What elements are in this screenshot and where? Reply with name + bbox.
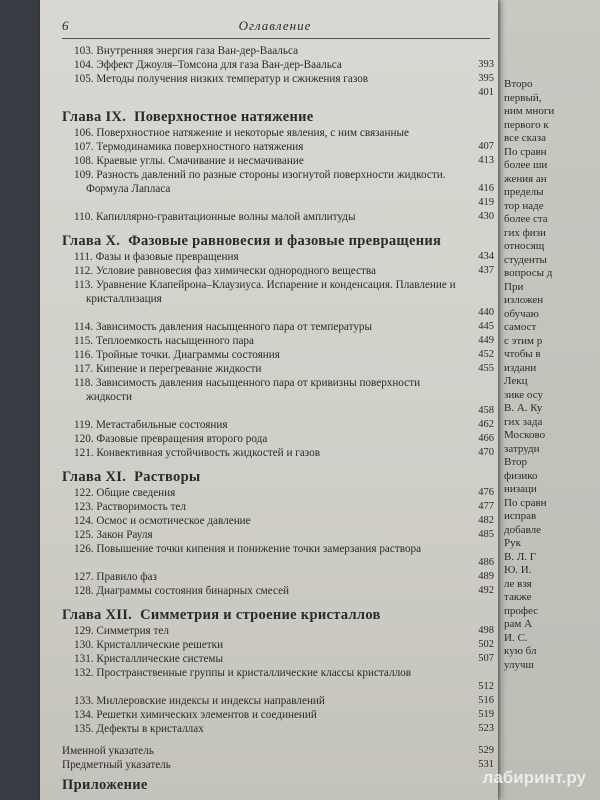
- toc-entry-page: 434: [478, 251, 494, 262]
- toc-entry-title: 132. Пространственные группы и кристаллические классы кристаллов: [74, 667, 412, 679]
- toc-entry[interactable]: [62, 362, 494, 376]
- toc-entry-title: 117. Кипение и перегревание жидкости: [74, 363, 262, 375]
- chapter-title: Симметрия и строение кристаллов: [140, 607, 381, 623]
- facing-page-line: самост: [504, 321, 537, 333]
- toc-entry[interactable]: [62, 126, 494, 140]
- facing-page-line: изложен: [504, 294, 544, 306]
- toc-entry[interactable]: [62, 694, 494, 708]
- facing-page-line: тор наде: [504, 199, 544, 212]
- toc-entry[interactable]: [62, 722, 494, 736]
- facing-page-line: кую бл: [504, 645, 537, 657]
- toc-entry-page: 449: [478, 335, 494, 346]
- toc-entry[interactable]: [62, 446, 494, 460]
- toc-entry-page: 466: [478, 433, 494, 444]
- facing-page-line: затрудн: [504, 442, 540, 455]
- toc-entry-page: 419: [478, 197, 494, 208]
- toc-entry-page: 485: [478, 529, 494, 540]
- facing-page-line: исправ: [504, 510, 537, 522]
- facing-page-line: физико: [504, 469, 538, 482]
- facing-page-line: гих зада: [504, 415, 543, 428]
- toc-entry-title: 123. Растворимость тел: [74, 501, 186, 513]
- toc-entry[interactable]: [62, 264, 494, 278]
- facing-page-line: Лекц: [504, 375, 528, 387]
- toc-entry-page: 393: [478, 59, 494, 70]
- facing-page-line: все сказа: [504, 132, 546, 144]
- facing-page-line: добавле: [504, 523, 541, 536]
- toc-entry[interactable]: [62, 320, 494, 334]
- toc-entry-page: 516: [478, 695, 494, 706]
- toc-entry-title: 111. Фазы и фазовые превращения: [74, 251, 239, 263]
- toc-entry[interactable]: [62, 638, 494, 652]
- chapter-title: Растворы: [134, 469, 201, 485]
- toc-entry-page: 502: [478, 639, 494, 650]
- toc-entry-title: 125. Закон Рауля: [74, 529, 153, 541]
- toc-entry-title: 134. Решетки химических элементов и соединений: [74, 709, 317, 721]
- toc-entry-page: 407: [478, 141, 494, 152]
- toc-entry-page: 458: [478, 405, 494, 416]
- book-page: [40, 0, 498, 800]
- toc-entry-page: 498: [478, 625, 494, 636]
- facing-page-line: В. А. Ку: [504, 402, 543, 414]
- facing-page-line: Москово: [504, 429, 546, 441]
- facing-page-line: первого к: [504, 118, 549, 131]
- toc-entry[interactable]: [62, 86, 494, 100]
- facing-page-line: более ши: [504, 159, 548, 171]
- toc-entry[interactable]: [62, 652, 494, 666]
- chapter-number: Глава XII.: [62, 607, 133, 623]
- toc-entry[interactable]: [62, 72, 494, 86]
- toc-entry-title: Именной указатель: [62, 745, 154, 757]
- facing-page-line: жения ан: [504, 172, 547, 185]
- page-number: 6: [62, 18, 69, 33]
- toc-entry-title: 105. Методы получения низких температур и сжижения газов: [74, 73, 369, 85]
- table-of-contents: [62, 44, 494, 794]
- toc-entry-page: 430: [478, 211, 494, 222]
- toc-entry[interactable]: [62, 556, 494, 570]
- header-rule: [62, 38, 490, 39]
- toc-entry[interactable]: [62, 542, 494, 556]
- toc-entry-title: 130. Кристаллические решетки: [74, 639, 224, 651]
- toc-entry-page: 455: [478, 363, 494, 374]
- facing-page-line: первый,: [504, 91, 542, 104]
- facing-page-line: гих физи: [504, 226, 546, 239]
- toc-entry[interactable]: [62, 334, 494, 348]
- toc-entry[interactable]: [62, 584, 494, 598]
- chapter-title: Фазовые равновесия и фазовые превращения: [128, 233, 442, 249]
- index-entry[interactable]: [62, 744, 494, 758]
- facing-page-line: И. С.: [504, 631, 528, 644]
- toc-entry-page: 476: [478, 487, 494, 498]
- toc-entry-title: 126. Повышение точки кипения и понижение точки замерзания раствора: [74, 543, 422, 555]
- toc-entry-page: 529: [478, 745, 494, 756]
- facing-page-line: По сравн: [504, 496, 547, 509]
- toc-entry-page: 482: [478, 515, 494, 526]
- toc-entry-title: 133. Миллеровские индексы и индексы направлений: [74, 695, 325, 707]
- toc-entry-title: 103. Внутренняя энергия газа Ван-дер-Ваальса: [74, 45, 299, 57]
- toc-entry-page: 470: [478, 447, 494, 458]
- toc-entry[interactable]: [62, 624, 494, 638]
- chapter-number: Глава IX.: [62, 109, 127, 125]
- facing-page-line: При: [504, 280, 524, 293]
- toc-entry-title: 112. Условие равновесия фаз химически однородного вещества: [74, 265, 376, 277]
- toc-entry[interactable]: [62, 278, 494, 306]
- toc-entry-title: 128. Диаграммы состояния бинарных смесей: [74, 585, 290, 597]
- facing-page-line: издани: [504, 361, 537, 374]
- toc-entry[interactable]: [62, 528, 494, 542]
- chapter-heading: [62, 234, 494, 248]
- toc-entry-title: 106. Поверхностное натяжение и некоторые явления, с ним связанные: [74, 127, 409, 139]
- toc-entry-page: 492: [478, 585, 494, 596]
- toc-entry[interactable]: [62, 418, 494, 432]
- toc-entry[interactable]: [62, 250, 494, 264]
- toc-entry-title: 122. Общие сведения: [74, 487, 176, 499]
- facing-page-line: студенты: [504, 253, 547, 266]
- toc-entry-page: 413: [478, 155, 494, 166]
- toc-entry-title: 114. Зависимость давления насыщенного пара от температуры: [74, 321, 373, 333]
- facing-page-line: также: [504, 591, 532, 603]
- toc-entry[interactable]: [62, 44, 494, 58]
- toc-entry[interactable]: [62, 486, 494, 500]
- toc-entry[interactable]: [62, 432, 494, 446]
- toc-entry[interactable]: [62, 348, 494, 362]
- chapter-heading: [62, 470, 494, 484]
- toc-entry-title: 135. Дефекты в кристаллах: [74, 723, 204, 735]
- toc-entry-page: 507: [478, 653, 494, 664]
- toc-entry-page: 486: [478, 557, 494, 568]
- toc-entry[interactable]: [62, 404, 494, 418]
- toc-entry-title: 127. Правило фаз: [74, 571, 157, 583]
- toc-entry[interactable]: [62, 210, 494, 224]
- toc-entry-title: 115. Теплоемкость насыщенного пара: [74, 335, 254, 347]
- toc-entry-title: 108. Краевые углы. Смачивание и несмачивание: [74, 155, 304, 167]
- toc-entry-title: 104. Эффект Джоуля–Томсона для газа Ван-дер-Ваальса: [74, 59, 342, 71]
- toc-entry-title: 113. Уравнение Клапейрона–Клаузиуса. Испарение и конденсация. Плавление и кристаллизация: [74, 279, 456, 305]
- facing-page-line: профес: [504, 604, 539, 617]
- toc-entry-title: Предметный указатель: [62, 759, 171, 771]
- toc-entry-page: 531: [478, 759, 494, 770]
- facing-page-line: ним многи: [504, 105, 555, 117]
- facing-page-line: улучш: [504, 658, 535, 671]
- facing-page-line: ле взя: [504, 577, 532, 590]
- appendix-heading: Приложение: [62, 777, 148, 793]
- toc-entry[interactable]: [62, 196, 494, 210]
- facing-page-line: Втор: [504, 456, 527, 468]
- toc-entry[interactable]: [62, 666, 494, 680]
- toc-entry-page: 395: [478, 73, 494, 84]
- toc-entry-title: 129. Симметрия тел: [74, 625, 169, 637]
- toc-entry[interactable]: [62, 306, 494, 320]
- chapter-title: Поверхностное натяжение: [134, 109, 314, 125]
- facing-page-line: Ю. И.: [504, 564, 532, 576]
- toc-entry-page: 477: [478, 501, 494, 512]
- spacer: [62, 736, 494, 744]
- facing-page-line: Второ: [504, 78, 533, 90]
- toc-entry-title: 120. Фазовые превращения второго рода: [74, 433, 268, 445]
- facing-page: [498, 0, 600, 800]
- toc-entry-title: 131. Кристаллические системы: [74, 653, 224, 665]
- toc-entry-title: 121. Конвективная устойчивость жидкостей и газов: [74, 447, 321, 459]
- toc-entry[interactable]: [62, 58, 494, 72]
- facing-page-line: рам А: [504, 618, 533, 630]
- chapter-heading: [62, 608, 494, 622]
- toc-entry-page: 462: [478, 419, 494, 430]
- toc-entry[interactable]: [62, 140, 494, 154]
- facing-page-line: зике осу: [504, 388, 543, 401]
- toc-entry-title: 118. Зависимость давления насыщенного пара от кривизны поверхности жидкости: [74, 377, 421, 403]
- facing-page-line: относящ: [504, 240, 545, 252]
- toc-entry[interactable]: [62, 708, 494, 722]
- page-title: Оглавление: [238, 18, 312, 33]
- toc-entry-page: 437: [478, 265, 494, 276]
- facing-page-line: По сравн: [504, 145, 547, 158]
- toc-entry-page: 452: [478, 349, 494, 360]
- toc-entry[interactable]: [62, 680, 494, 694]
- chapter-heading: [62, 110, 494, 124]
- toc-entry[interactable]: [62, 154, 494, 168]
- toc-entry-page: 523: [478, 723, 494, 734]
- toc-entry-page: 416: [478, 183, 494, 194]
- toc-entry-title: 109. Разность давлений по разные стороны изогнутой поверхности жидкости. Формула Лапласа: [74, 169, 446, 195]
- facing-page-line: обучаю: [504, 307, 539, 320]
- toc-entry[interactable]: [62, 570, 494, 584]
- toc-entry-page: 445: [478, 321, 494, 332]
- index-entry[interactable]: [62, 758, 494, 772]
- toc-entry-page: 440: [478, 307, 494, 318]
- facing-page-line: Рук: [504, 537, 521, 549]
- toc-entry-title: 124. Осмос и осмотическое давление: [74, 515, 251, 527]
- toc-entry-title: 119. Метастабильные состояния: [74, 419, 228, 431]
- chapter-number: Глава XI.: [62, 469, 127, 485]
- facing-page-line: более ста: [504, 213, 548, 225]
- toc-entry[interactable]: [62, 514, 494, 528]
- toc-entry-title: 107. Термодинамика поверхностного натяжения: [74, 141, 304, 153]
- facing-page-line: В. Л. Г: [504, 550, 537, 563]
- toc-entry-page: 519: [478, 709, 494, 720]
- toc-entry-page: 489: [478, 571, 494, 582]
- toc-entry[interactable]: [62, 168, 494, 196]
- toc-entry[interactable]: [62, 376, 494, 404]
- toc-entry[interactable]: [62, 500, 494, 514]
- facing-page-line: низаци: [504, 483, 537, 495]
- toc-entry-page: 401: [478, 87, 494, 98]
- facing-page-line: пределы: [504, 186, 544, 198]
- facing-page-line: чтобы в: [504, 348, 541, 360]
- toc-entry-title: 110. Капиллярно-гравитационные волны малой амплитуды: [74, 211, 356, 223]
- watermark: лабиринт.ру: [482, 768, 586, 787]
- chapter-number: Глава X.: [62, 233, 121, 249]
- toc-entry-title: 116. Тройные точки. Диаграммы состояния: [74, 349, 280, 361]
- facing-page-line: вопросы д: [504, 267, 553, 279]
- facing-page-line: с этим р: [504, 334, 543, 347]
- toc-entry-page: 512: [478, 681, 494, 692]
